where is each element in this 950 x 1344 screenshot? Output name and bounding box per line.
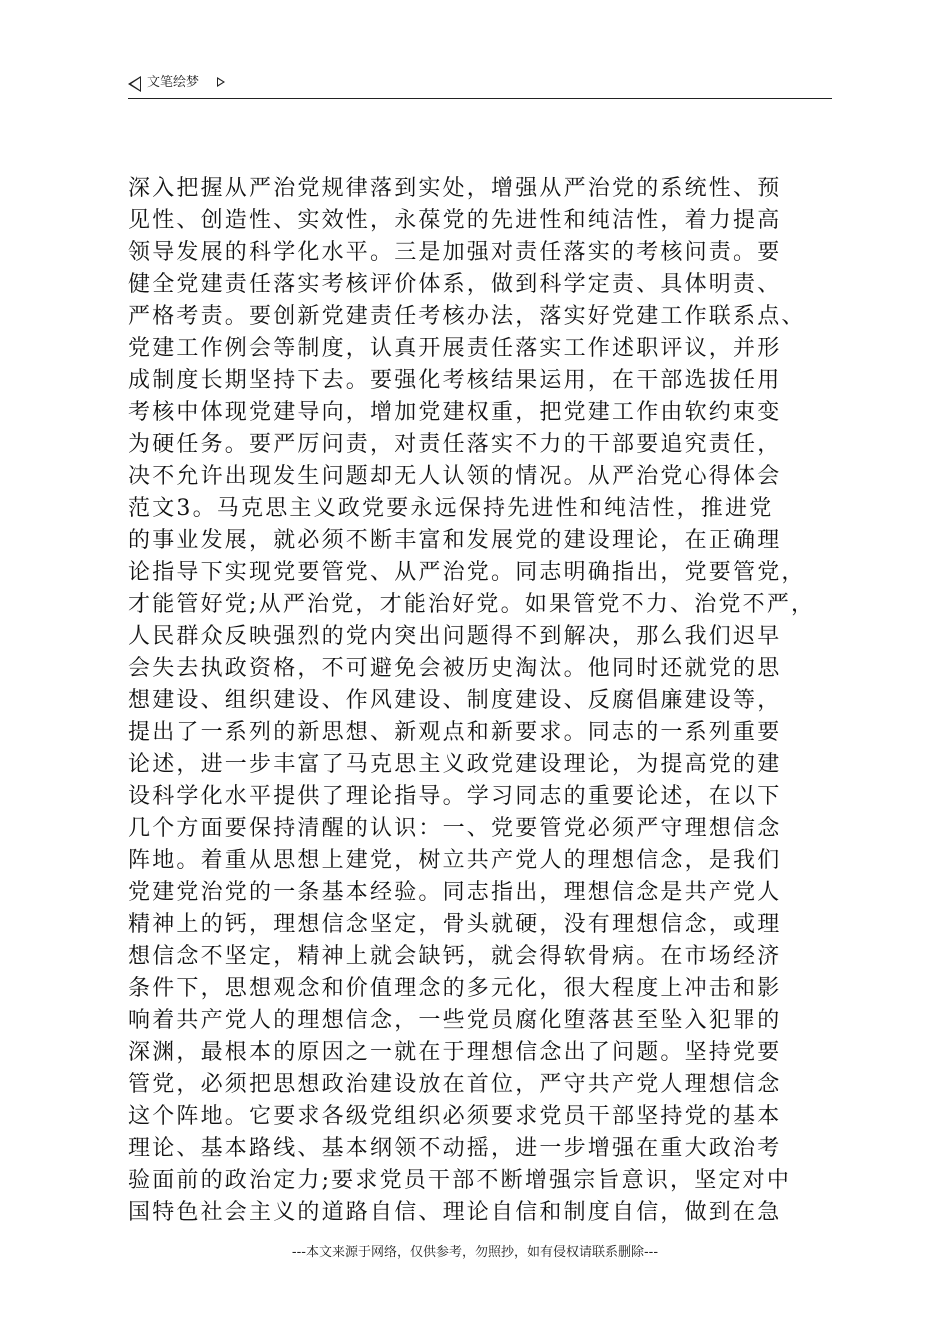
text-line: 党建工作例会等制度，认真开展责任落实工作述职评议，并形 — [128, 336, 782, 361]
text-line: 这个阵地。它要求各级党组织必须要求党员干部坚持党的基本 — [128, 1104, 782, 1129]
text-line: 见性、创造性、实效性，永葆党的先进性和纯洁性，着力提高 — [128, 208, 782, 233]
text-line: 成制度长期坚持下去。要强化考核结果运用，在干部选拔任用 — [128, 368, 782, 393]
text-line: 会失去执政资格，不可避免会被历史淘汰。他同时还就党的思 — [128, 656, 782, 681]
text-line: 范文3。马克思主义政党要永远保持先进性和纯洁性，推进党 — [128, 496, 774, 521]
text-line: 论述，进一步丰富了马克思主义政党建设理论，为提高党的建 — [128, 752, 782, 777]
text-line: 管党，必须把思想政治建设放在首位，严守共产党人理想信念 — [128, 1072, 782, 1097]
text-line: 验面前的政治定力;要求党员干部不断增强宗旨意识，坚定对中 — [128, 1168, 792, 1193]
document-body — [128, 173, 858, 1229]
text-line: 的事业发展，就必须不断丰富和发展党的建设理论，在正确理 — [128, 528, 782, 553]
text-line: 国特色社会主义的道路自信、理论自信和制度自信，做到在急 — [128, 1200, 782, 1225]
text-line: 论指导下实现党要管党、从严治党。同志明确指出，党要管党， — [128, 560, 806, 585]
text-line: 理论、基本路线、基本纲领不动摇，进一步增强在重大政治考 — [128, 1136, 782, 1161]
text-line: 精神上的钙，理想信念坚定，骨头就硬，没有理想信念，或理 — [128, 912, 782, 937]
text-line: 为硬任务。要严厉问责，对责任落实不力的干部要追究责任， — [128, 432, 782, 457]
text-line: 健全党建责任落实考核评价体系，做到科学定责、具体明责、 — [128, 272, 782, 297]
right-triangle-icon — [217, 77, 225, 87]
header-title: 文笔绘梦 — [147, 75, 200, 90]
text-line: 想建设、组织建设、作风建设、制度建设、反腐倡廉建设等， — [128, 688, 782, 713]
text-line: 设科学化水平提供了理论指导。学习同志的重要论述，在以下 — [128, 784, 782, 809]
text-line: 阵地。着重从思想上建党，树立共产党人的理想信念，是我们 — [128, 848, 782, 873]
text-line: 党建党治党的一条基本经验。同志指出，理想信念是共产党人 — [128, 880, 782, 905]
text-line: 想信念不坚定，精神上就会缺钙，就会得软骨病。在市场经济 — [128, 944, 782, 969]
text-line: 提出了一系列的新思想、新观点和新要求。同志的一系列重要 — [128, 720, 782, 745]
text-line: 响着共产党人的理想信念，一些党员腐化堕落甚至坠入犯罪的 — [128, 1008, 782, 1033]
text-line: 深入把握从严治党规律落到实处，增强从严治党的系统性、预 — [128, 176, 782, 201]
text-line: 领导发展的科学化水平。三是加强对责任落实的考核问责。要 — [128, 240, 782, 265]
text-line: 才能管好党;从严治党，才能治好党。如果管党不力、治党不严， — [128, 592, 816, 617]
page-header — [128, 72, 832, 99]
text-line: 决不允许出现发生问题却无人认领的情况。从严治党心得体会 — [128, 464, 782, 489]
text-line: 几个方面要保持清醒的认识：一、党要管党必须严守理想信念 — [128, 816, 782, 841]
text-line: 严格考责。要创新党建责任考核办法，落实好党建工作联系点、 — [128, 304, 806, 329]
text-line: 考核中体现党建导向，增加党建权重，把党建工作由软约束变 — [128, 400, 782, 425]
text-line: 深渊，最根本的原因之一就在于理想信念出了问题。坚持党要 — [128, 1040, 782, 1065]
text-line: 人民群众反映强烈的党内突出问题得不到解决，那么我们迟早 — [128, 624, 782, 649]
footer-note: ---本文来源于网络，仅供参考，勿照抄，如有侵权请联系删除--- — [291, 1245, 659, 1260]
left-triangle-icon — [128, 76, 141, 92]
text-line: 条件下，思想观念和价值理念的多元化，很大程度上冲击和影 — [128, 976, 782, 1001]
